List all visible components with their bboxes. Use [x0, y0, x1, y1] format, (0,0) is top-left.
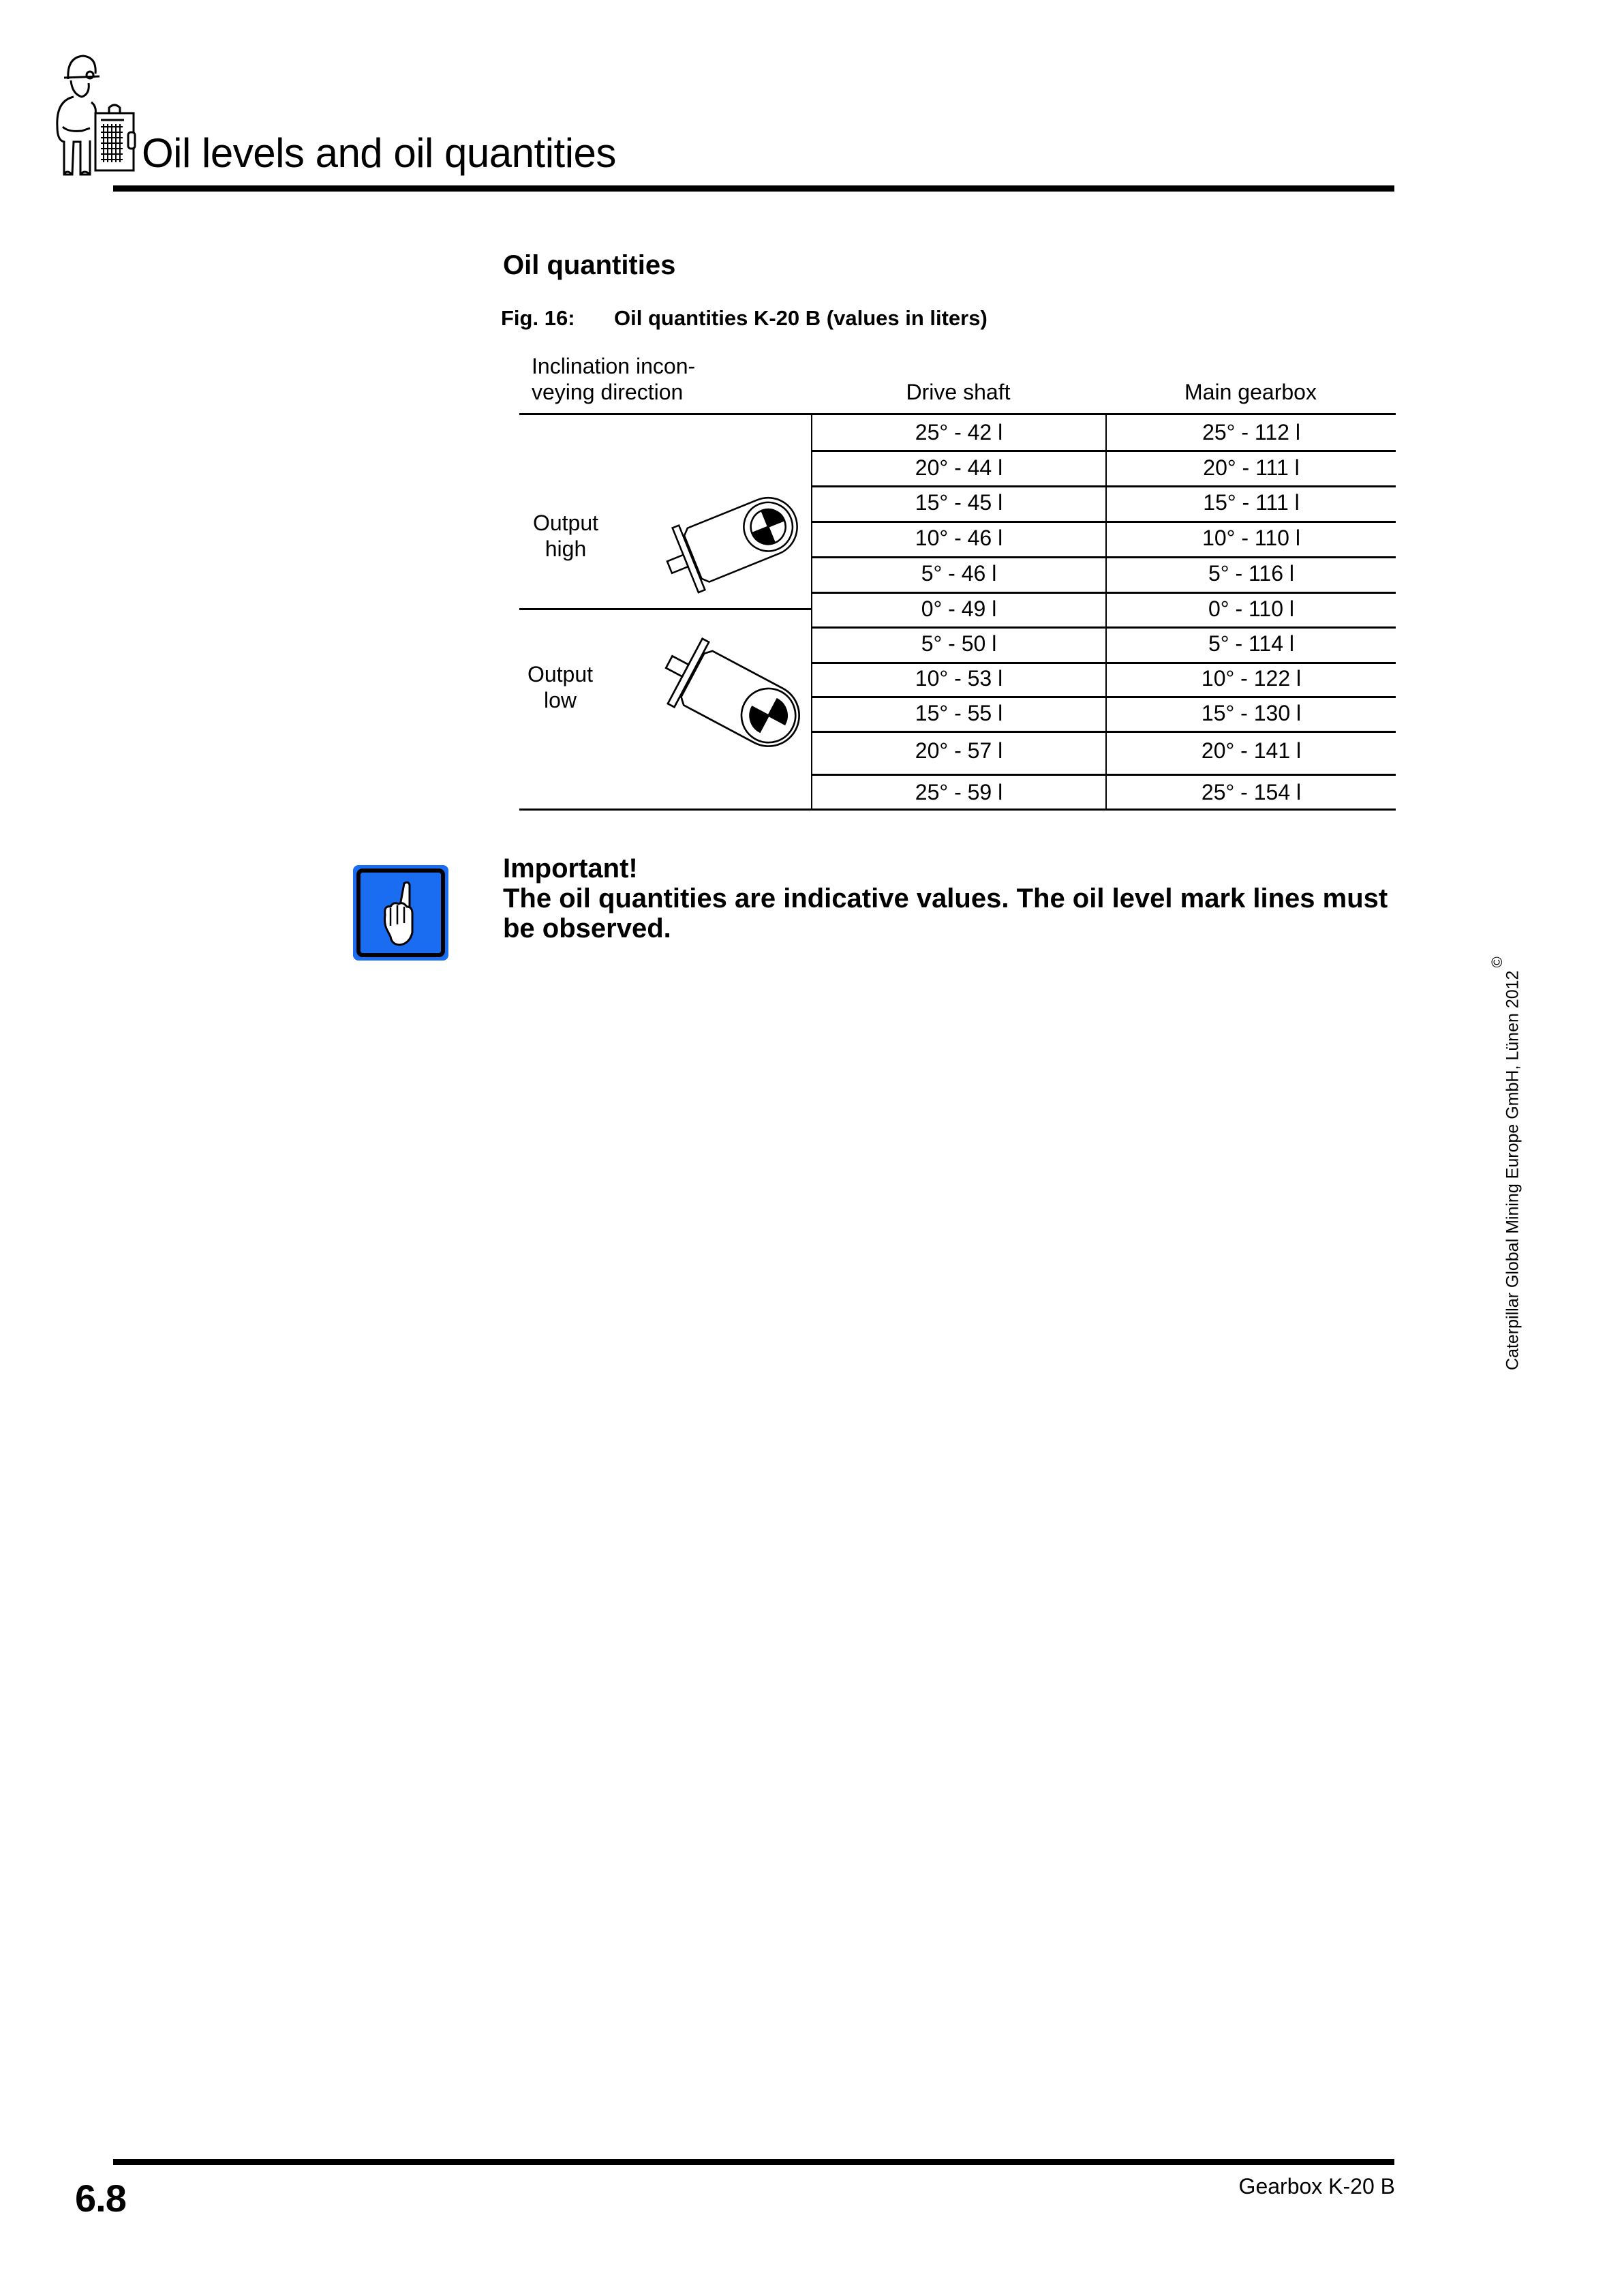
row-rule	[811, 592, 1396, 594]
cell-main-gearbox: 15° - 130 l	[1201, 701, 1302, 725]
group-label-line: Output	[527, 662, 594, 686]
cell-main-gearbox: 5° - 114 l	[1208, 631, 1295, 656]
cell-drive-shaft: 20° - 44 l	[915, 455, 1003, 480]
document-name: Gearbox K-20 B	[1238, 2174, 1395, 2199]
row-rule	[811, 626, 1396, 629]
cell-main-gearbox: 10° - 110 l	[1202, 526, 1300, 550]
cell-drive-shaft: 10° - 53 l	[915, 666, 1003, 691]
figure-caption-text: Oil quantities K-20 B (values in liters)	[614, 306, 988, 330]
header-inclination-line1: Inclination incon-	[532, 354, 696, 378]
cell-drive-shaft: 15° - 55 l	[915, 701, 1003, 725]
cell-drive-shaft: 25° - 59 l	[915, 780, 1003, 804]
important-body: The oil quantities are indicative values. The oil level mark lines must be observed.	[503, 883, 1388, 943]
row-rule	[811, 556, 1396, 558]
row-rule	[811, 774, 1396, 776]
row-rule	[811, 731, 1396, 733]
cell-main-gearbox: 20° - 111 l	[1203, 455, 1300, 480]
row-rule	[811, 662, 1396, 664]
row-rule	[811, 450, 1396, 452]
section-title: Oil quantities	[503, 250, 676, 280]
cell-drive-shaft: 10° - 46 l	[915, 526, 1003, 550]
group-label-line: high	[545, 537, 587, 561]
cell-drive-shaft: 20° - 57 l	[915, 738, 1003, 763]
row-rule	[811, 696, 1396, 698]
gearbox-output-low-icon	[656, 634, 806, 757]
page-header-title: Oil levels and oil quantities	[142, 130, 616, 176]
oil-quantities-table	[519, 348, 1396, 811]
cell-main-gearbox: 5° - 116 l	[1208, 561, 1295, 586]
header-inclination-line2: veying direction	[532, 380, 684, 404]
header-main-gearbox: Main gearbox	[1184, 380, 1317, 404]
cell-drive-shaft: 5° - 50 l	[921, 631, 997, 656]
figure-number: Fig. 16:	[501, 306, 575, 330]
copyright-symbol: ©	[1488, 956, 1505, 968]
cell-main-gearbox: 25° - 154 l	[1201, 780, 1302, 804]
page-number: 6.8	[75, 2177, 126, 2220]
important-title: Important!	[503, 854, 638, 883]
cell-drive-shaft: 0° - 49 l	[921, 596, 997, 621]
table-header-rule	[519, 413, 1396, 415]
group-label-output-high	[525, 510, 607, 562]
figure-caption	[501, 305, 988, 332]
cell-main-gearbox: 0° - 110 l	[1208, 596, 1295, 621]
cell-main-gearbox: 10° - 122 l	[1201, 666, 1302, 691]
footer-rule	[113, 2159, 1394, 2165]
header-rule	[113, 185, 1394, 192]
pointing-finger-icon	[352, 864, 449, 961]
cell-main-gearbox: 20° - 141 l	[1201, 738, 1302, 763]
group-label-line: Output	[532, 511, 599, 535]
worker-with-clipboard-icon	[48, 52, 136, 181]
cell-drive-shaft: 25° - 42 l	[915, 420, 1003, 444]
header-drive-shaft: Drive shaft	[906, 380, 1011, 404]
cell-main-gearbox: 25° - 112 l	[1202, 420, 1300, 444]
group-label-line: low	[543, 688, 577, 712]
copyright-notice	[1488, 956, 1522, 1370]
table-bottom-rule	[519, 809, 1396, 811]
group-label-output-low	[519, 661, 601, 713]
row-rule	[811, 485, 1396, 487]
gearbox-output-high-icon	[656, 484, 806, 600]
cell-main-gearbox: 15° - 111 l	[1203, 490, 1300, 515]
row-rule	[811, 521, 1396, 523]
cell-drive-shaft: 5° - 46 l	[921, 561, 997, 586]
copyright-text: Caterpillar Global Mining Europe GmbH, Lünen 2012	[1503, 970, 1522, 1370]
cell-drive-shaft: 15° - 45 l	[915, 490, 1003, 515]
group-divider	[519, 608, 812, 610]
